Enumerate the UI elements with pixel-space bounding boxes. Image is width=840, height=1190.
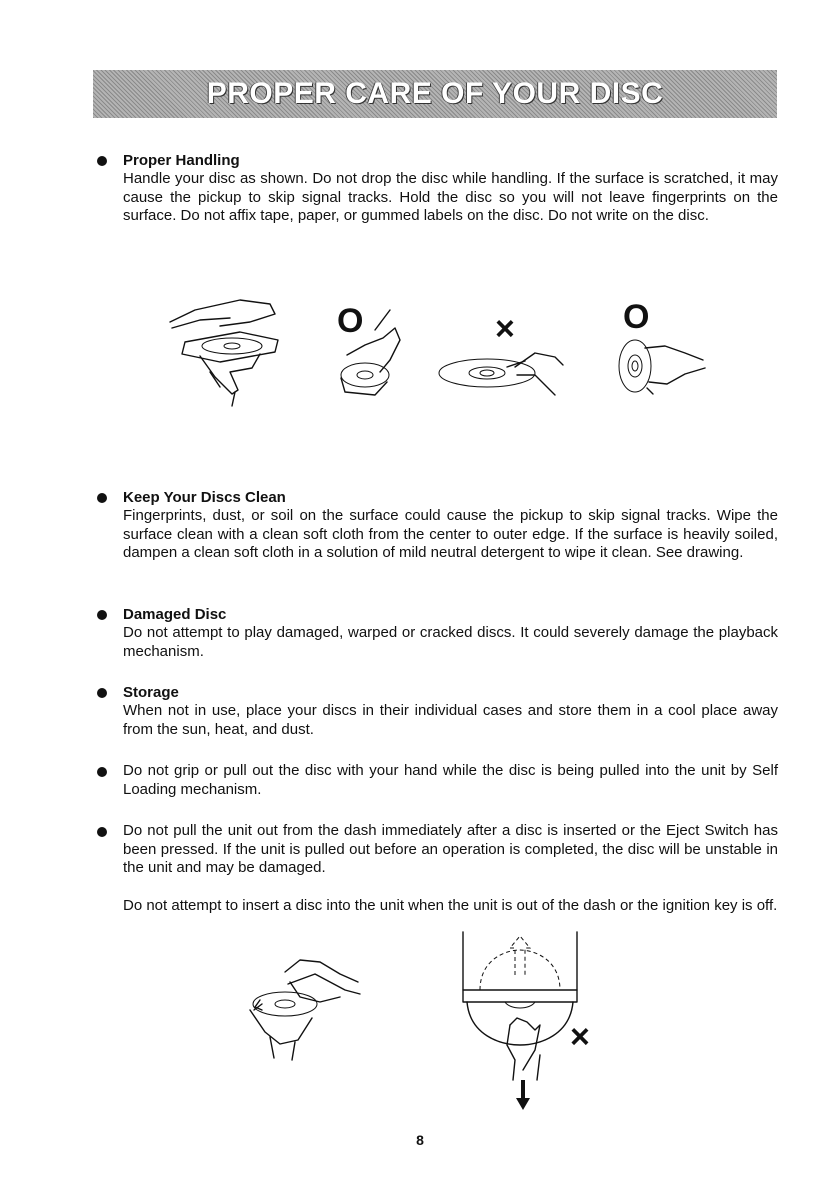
section-heading: Damaged Disc (123, 606, 227, 623)
correct-mark-icon: O (623, 298, 650, 336)
wrong-mark-icon: × (495, 310, 515, 348)
correct-mark-icon: O (337, 302, 364, 340)
bullet-icon (97, 767, 107, 777)
section-heading: Proper Handling (123, 152, 240, 169)
wrong-mark-icon: × (570, 1018, 590, 1056)
bullet-icon (97, 156, 107, 166)
bullet-icon (97, 827, 107, 837)
section-insert-warning (123, 897, 778, 916)
section-body: Do not attempt to play damaged, warped or cracked discs. It could severely damage the playback mechanism. (123, 624, 778, 660)
unit-eject-illustration (455, 930, 615, 1120)
page-title: PROPER CARE OF YOUR DISC (206, 77, 664, 110)
page-number: 8 (416, 1132, 424, 1148)
bullet-icon (97, 493, 107, 503)
section-body: Do not pull the unit out from the dash immediately after a disc is inserted or the Eject Switch has been pressed. If the unit is pulled out before an operation is completed, the disc will be unstable in the unit and may be damaged. (123, 822, 778, 876)
section-proper-handling (123, 151, 778, 226)
section-damaged-disc (123, 605, 778, 661)
section-body: When not in use, place your discs in their individual cases and store them in a cool place away from the sun, heat, and dust. (123, 702, 778, 738)
section-keep-clean (123, 488, 778, 563)
title-banner (93, 70, 777, 118)
section-body: Do not attempt to insert a disc into the unit when the unit is out of the dash or the ignition key is off. (123, 897, 778, 914)
bullet-icon (97, 610, 107, 620)
cleaning-illustration (240, 952, 370, 1067)
section-grip-warning (123, 762, 778, 799)
section-heading: Storage (123, 684, 179, 701)
bullet-icon (97, 688, 107, 698)
section-body: Fingerprints, dust, or soil on the surface could cause the pickup to skip signal tracks. Wipe the surface clean with a clean soft cloth from the center to outer edge. If the surface is heavily soiled, dampen a clean soft cloth in a solution of mild neutral detergent to wipe it clean. See drawing. (123, 507, 778, 561)
section-pull-warning (123, 822, 778, 878)
handling-illustration-1 (160, 292, 290, 412)
section-heading: Keep Your Discs Clean (123, 489, 286, 506)
section-storage (123, 683, 778, 739)
handling-illustration-2 (335, 300, 415, 405)
section-body: Do not grip or pull out the disc with your hand while the disc is being pulled into the unit by Self Loading mechanism. (123, 762, 778, 798)
section-body: Handle your disc as shown. Do not drop the disc while handling. If the surface is scratched, it may cause the pickup to skip signal tracks. Hold the disc so you will not leave fingerprints on the surface. Do not affix tape, paper, or gummed labels on the disc. Do not write on the disc. (123, 170, 778, 224)
handling-illustration-4 (605, 298, 715, 403)
handling-illustration-3 (435, 305, 565, 410)
